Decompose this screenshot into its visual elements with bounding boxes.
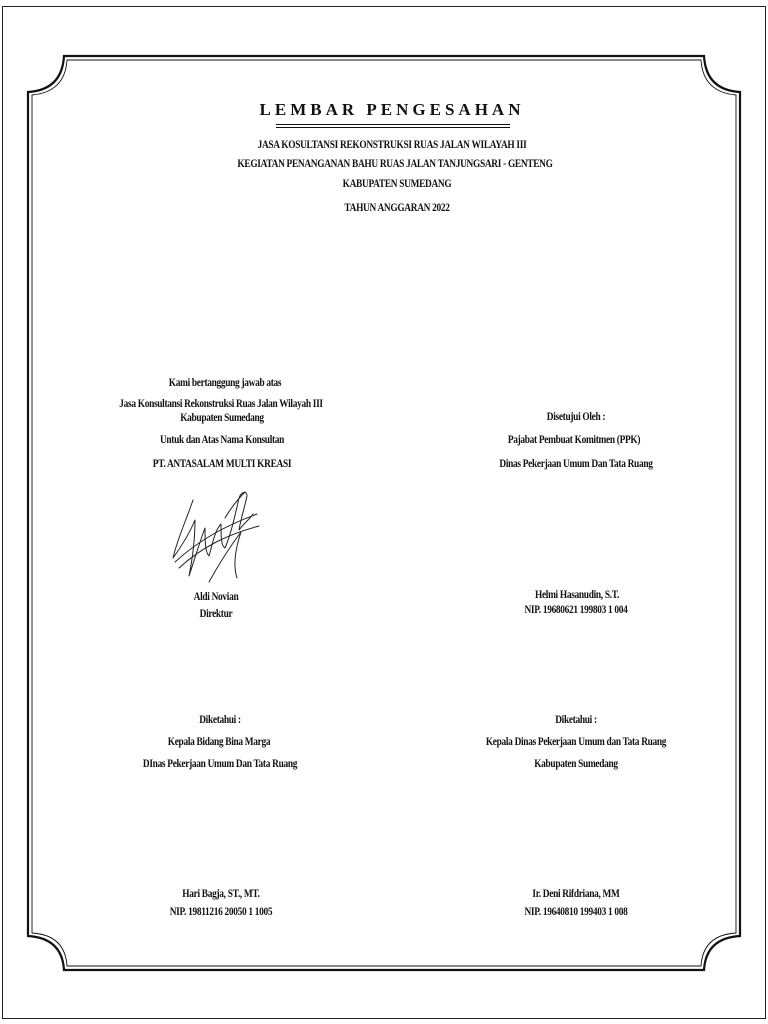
consultant-signatory-position: Direktur <box>199 606 233 620</box>
header-line-activity: KEGIATAN PENANGANAN BAHU RUAS JALAN TANJUNGSARI - GENTENG <box>237 156 553 170</box>
signature-image <box>165 478 265 590</box>
known-left-line-2: Kepala Bidang Bina Marga <box>167 734 271 748</box>
known-right-line-1: Diketahui : <box>555 712 597 726</box>
known-left-signatory-name: Hari Bagja, ST., MT. <box>182 886 260 900</box>
title-underline-top <box>276 124 510 125</box>
consultant-company: PT. ANTASALAM MULTI KREASI <box>152 456 292 470</box>
consultant-line-3: Kabupaten Sumedang <box>180 410 264 424</box>
known-right-line-2: Kepala Dinas Pekerjaan Umum dan Tata Ruang <box>485 734 667 748</box>
known-right-signatory-name: Ir. Deni Rifdriana, MM <box>532 886 620 900</box>
consultant-line-1: Kami bertanggung jawab atas <box>168 375 282 389</box>
approver-line-3: Dinas Pekerjaan Umum Dan Tata Ruang <box>499 456 653 470</box>
document-title: LEMBAR PENGESAHAN <box>259 100 525 119</box>
known-right-signatory-nip: NIP. 19640810 199403 1 008 <box>524 904 628 918</box>
title-underline-bottom <box>276 127 510 128</box>
header-line-year: TAHUN ANGGARAN 2022 <box>344 200 450 214</box>
header-line-project: JASA KOSULTANSI REKONSTRUKSI RUAS JALAN WILAYAH III <box>257 137 527 151</box>
consultant-line-2: Jasa Konsultansi Rekonstruksi Ruas Jalan Wilayah III <box>119 396 323 410</box>
approver-line-2: Pajabat Pembuat Komitmen (PPK) <box>507 432 641 446</box>
consultant-line-4: Untuk dan Atas Nama Konsultan <box>159 432 285 446</box>
approver-signatory-name: Helmi Hasanudin, S.T. <box>534 587 620 601</box>
known-right-line-3: Kabupaten Sumedang <box>534 756 618 770</box>
approver-signatory-nip: NIP. 19680621 199803 1 004 <box>524 602 628 616</box>
known-left-signatory-nip: NIP. 19811216 20050 1 1005 <box>169 904 273 918</box>
known-left-line-3: DInas Pekerjaan Umum Dan Tata Ruang <box>142 756 298 770</box>
header-line-regency: KABUPATEN SUMEDANG <box>342 176 452 190</box>
consultant-signatory-name: Aldi Novian <box>193 589 239 603</box>
known-left-line-1: Diketahui : <box>199 712 241 726</box>
approver-line-1: Disetujui Oleh : <box>546 409 606 423</box>
